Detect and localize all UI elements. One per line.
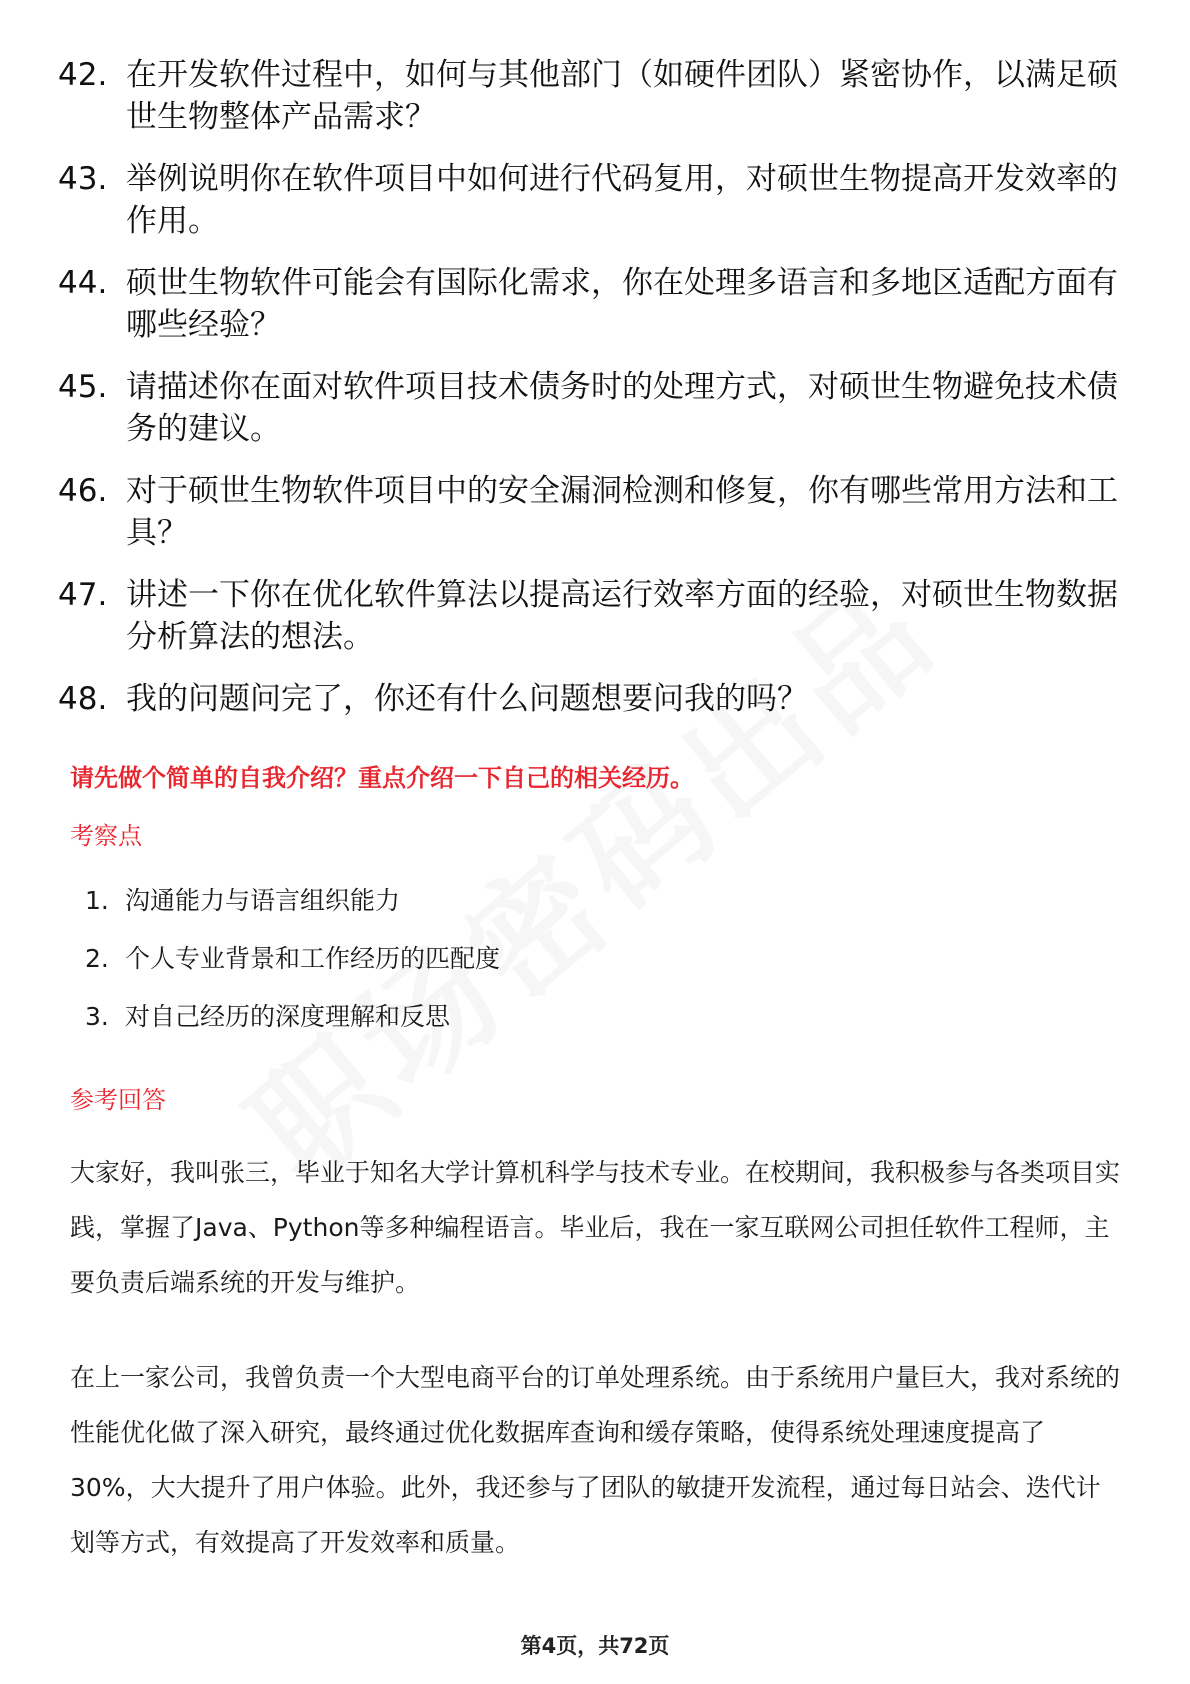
examine-points	[85, 883, 500, 1057]
list-item	[58, 678, 1138, 720]
question-text: 在开发软件过程中，如何与其他部门（如硬件团队）紧密协作，以满足硕世生物整体产品需求？	[126, 57, 1118, 135]
question-text: 对于硕世生物软件项目中的安全漏洞检测和修复，你有哪些常用方法和工具？	[126, 473, 1118, 551]
question-number: 45.	[58, 369, 108, 405]
question-list	[58, 54, 1138, 740]
answer-paragraph: 在上一家公司，我曾负责一个大型电商平台的订单处理系统。由于系统用户量巨大，我对系统的性能优化做了深入研究，最终通过优化数据库查询和缓存策略，使得系统处理速度提高了30%，大大提升了用户体验。此外，我还参与了团队的敏捷开发流程，通过每日站会、迭代计划等方式，有效提高了开发效率和质量。	[70, 1363, 1121, 1557]
question-text: 硕世生物软件可能会有国际化需求，你在处理多语言和多地区适配方面有哪些经验？	[126, 265, 1118, 343]
point-number: 1.	[85, 886, 109, 915]
question-number: 42.	[58, 57, 108, 93]
question-number: 43.	[58, 161, 108, 197]
answer-paragraph: 大家好，我叫张三，毕业于知名大学计算机科学与技术专业。在校期间，我积极参与各类项目实践，掌握了Java、Python等多种编程语言。毕业后，我在一家互联网公司担任软件工程师，主要负责后端系统的开发与维护。	[70, 1158, 1121, 1297]
list-item	[58, 470, 1138, 554]
point-text: 沟通能力与语言组织能力	[125, 886, 401, 915]
answer-heading: 参考回答	[70, 1086, 166, 1114]
list-item	[85, 883, 500, 919]
question-heading: 请先做个简单的自我介绍？重点介绍一下自己的相关经历。	[70, 764, 694, 792]
point-text: 个人专业背景和工作经历的匹配度	[125, 944, 501, 973]
examine-heading: 考察点	[70, 822, 142, 850]
question-text: 讲述一下你在优化软件算法以提高运行效率方面的经验，对硕世生物数据分析算法的想法。	[126, 577, 1118, 655]
point-text: 对自己经历的深度理解和反思	[125, 1002, 451, 1031]
question-number: 47.	[58, 577, 108, 613]
page-footer: 第4页，共72页	[520, 1634, 670, 1658]
list-item	[58, 54, 1138, 138]
point-number: 2.	[85, 944, 109, 973]
question-text: 请描述你在面对软件项目技术债务时的处理方式，对硕世生物避免技术债务的建议。	[126, 369, 1118, 447]
list-item	[85, 999, 500, 1035]
list-item	[58, 366, 1138, 450]
question-number: 44.	[58, 265, 108, 301]
list-item	[85, 941, 500, 977]
point-number: 3.	[85, 1002, 109, 1031]
list-item	[58, 574, 1138, 658]
list-item	[58, 262, 1138, 346]
question-text: 举例说明你在软件项目中如何进行代码复用，对硕世生物提高开发效率的作用。	[126, 161, 1118, 239]
question-number: 48.	[58, 681, 108, 717]
question-text: 我的问题问完了，你还有什么问题想要问我的吗？	[126, 681, 808, 717]
question-number: 46.	[58, 473, 108, 509]
list-item	[58, 158, 1138, 242]
